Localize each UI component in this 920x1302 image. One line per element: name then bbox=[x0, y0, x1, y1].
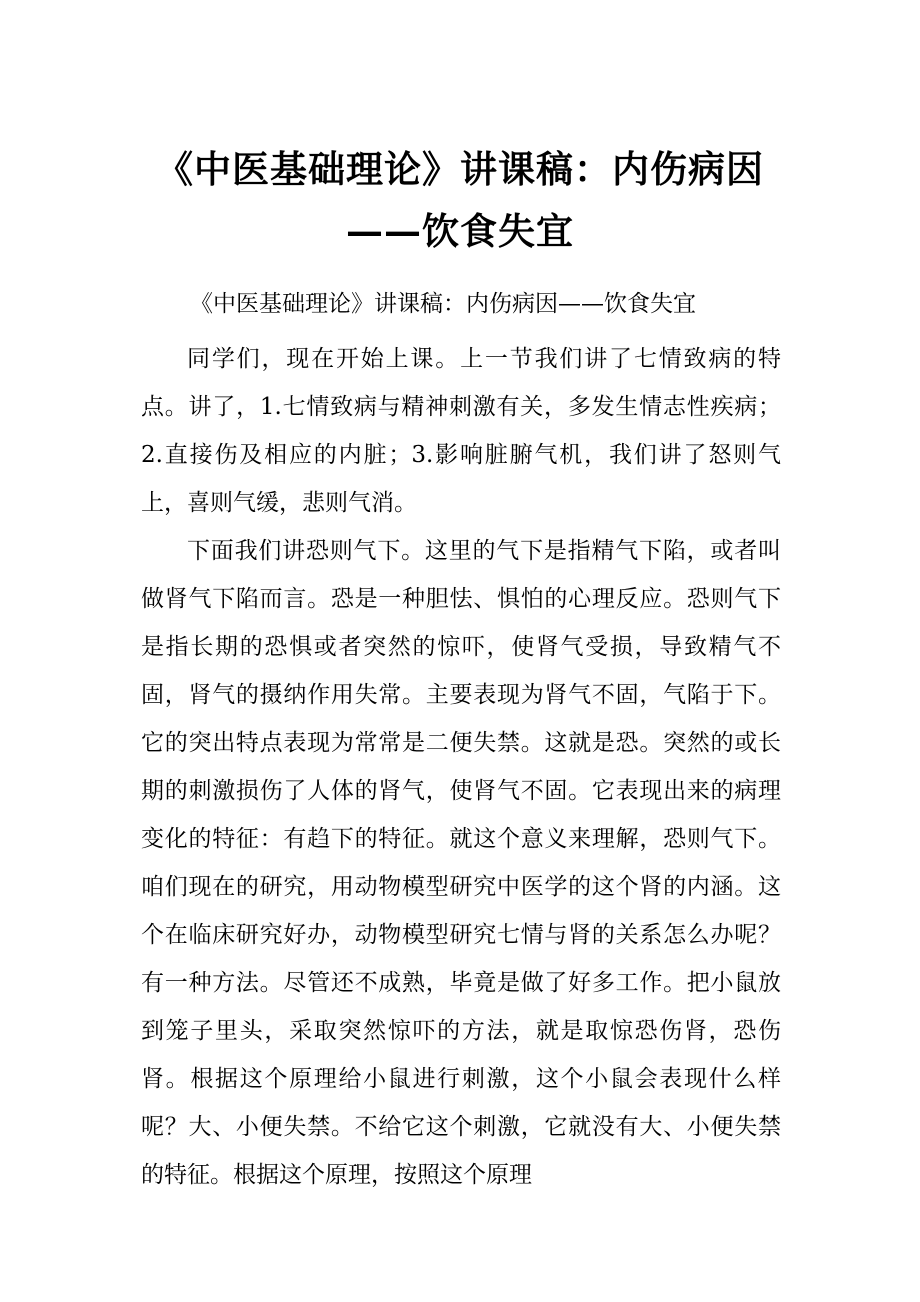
paragraph-1: 同学们，现在开始上课。上一节我们讲了七情致病的特点。讲了，1.七情致病与精神刺激有关，多发生情志性疾病；2.直接伤及相应的内脏；3.影响脏腑气机，我们讲了怒则气上，喜则气缓，悲则气消。 bbox=[141, 346, 781, 516]
page-title: 《中医基础理论》讲课稿：内伤病因——饮食失宜 bbox=[156, 147, 764, 253]
paragraph-2: 下面我们讲恐则气下。这里的气下是指精气下陷，或者叫做肾气下陷而言。恐是一种胆怯、惧怕的心理反应。恐则气下是指长期的恐惧或者突然的惊吓，使肾气受损，导致精气不固，肾气的摄纳作用失常。主要表现为肾气不固，气陷于下。它的突出特点表现为常常是二便失禁。这就是恐。突然的或长期的刺激损伤了人体的肾气，使肾气不固。它表现出来的病理变化的特征：有趋下的特征。就这个意义来理解，恐则气下。咱们现在的研究，用动物模型研究中医学的这个肾的内涵。这个在临床研究好办，动物模型研究七情与肾的关系怎么办呢？有一种方法。尽管还不成熟，毕竟是做了好多工作。把小鼠放到笼子里头，采取突然惊吓的方法，就是取惊恐伤肾，恐伤肾。根据这个原理给小鼠进行刺激，这个小鼠会表现什么样呢？大、小便失禁。不给它这个刺激，它就没有大、小便失禁的特征。根据这个原理，按照这个原理 bbox=[141, 538, 781, 1188]
document-subtitle: 《中医基础理论》讲课稿：内伤病因——饮食失宜 bbox=[190, 291, 696, 317]
document-body bbox=[141, 335, 781, 1199]
